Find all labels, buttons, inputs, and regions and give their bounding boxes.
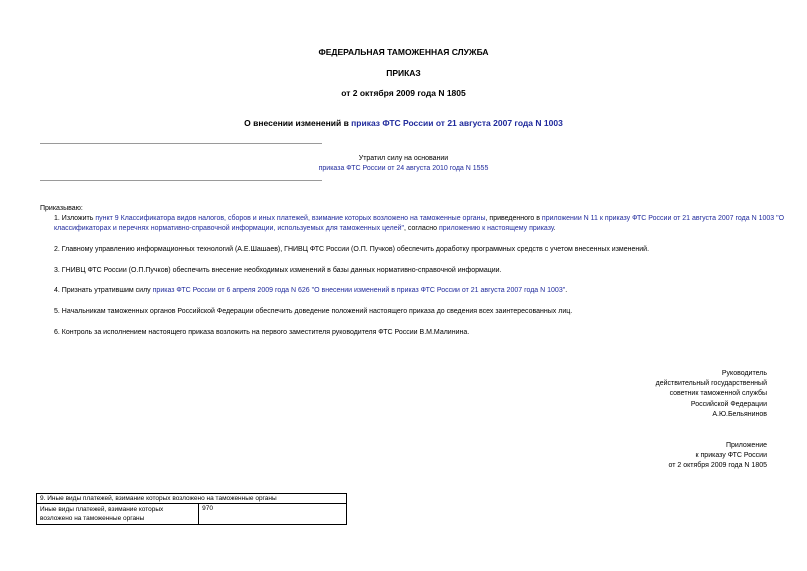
p1-link-classifier[interactable]: пункт 9 Классификатора видов налогов, сборов и иных платежей, взимание которых возложено на таможенные органы xyxy=(95,215,486,222)
status-link[interactable]: приказа ФТС России от 24 августа 2010 года N 1555 xyxy=(318,165,489,172)
p1-link-appendix[interactable]: приложении N 11 к приказу ФТС России от 21 августа 2007 года N 1003 "О классификаторах и перечнях нормативно-справочной информации, используемых для таможенных целей" xyxy=(54,215,785,232)
paragraph-3: 3. ГНИВЦ ФТС России (О.П.Пучков) обеспечить внесение необходимых изменений в базы данных нормативно-справочной информации. xyxy=(54,267,502,274)
title-link[interactable]: приказ ФТС России от 21 августа 2007 года N 1003 xyxy=(351,118,563,128)
appendix-block xyxy=(467,441,767,472)
intro-text: Приказываю: xyxy=(40,205,83,212)
document-date-number: от 2 октября 2009 года N 1805 xyxy=(341,88,466,98)
paragraph-2: 2. Главному управлению информационных технологий (А.Е.Шашаев), ГНИВЦ ФТС России (О.П. Пучков) обеспечить доработку программных средств с учетом внесенных изменений. xyxy=(54,246,650,253)
paragraph-6: 6. Контроль за исполнением настоящего приказа возложить на первого заместителя руководителя ФТС России В.М.Малинина. xyxy=(54,329,470,336)
table-header-cell: 9. Иные виды платежей, взимание которых возложено на таможенные органы xyxy=(37,494,347,504)
p4-text-2: . xyxy=(565,287,568,294)
paragraph-5: 5. Начальникам таможенных органов Российской Федерации обеспечить доведение положений настоящего приказа до сведения всех заинтересованных лиц. xyxy=(54,308,573,315)
table-cell-label: Иные виды платежей, взимание которых возложено на таможенные органы xyxy=(37,504,199,525)
p4-text-1: 4. Признать утратившим силу xyxy=(54,287,153,294)
signature-line: Руководитель xyxy=(721,370,767,377)
document-type: ПРИКАЗ xyxy=(386,68,421,78)
signature-line: Российской Федерации xyxy=(690,400,767,408)
divider-top xyxy=(40,143,322,144)
status-link-wrap xyxy=(0,165,807,172)
p1-text-1: 1. Изложить xyxy=(54,215,96,222)
paragraph-4 xyxy=(40,286,789,296)
p1-text-2: , приведенного в xyxy=(485,215,542,222)
table-header-row xyxy=(37,494,347,504)
p1-text-4: . xyxy=(553,225,556,232)
p1-link-this-order[interactable]: приложению к настоящему приказу xyxy=(439,225,554,232)
appendix-line: от 2 октября 2009 года N 1805 xyxy=(668,462,767,470)
table-row xyxy=(37,504,347,525)
signature-line: действительный государственный xyxy=(655,380,767,388)
status-line: Утратил силу на основании xyxy=(358,155,449,162)
p1-text-3: , согласно xyxy=(404,225,439,232)
signature-line: советник таможенной службы xyxy=(669,390,767,398)
signature-block xyxy=(467,369,767,420)
paragraph-1 xyxy=(40,214,789,234)
appendix-line: Приложение xyxy=(725,442,767,449)
divider-bottom xyxy=(40,180,322,181)
title-prefix: О внесении изменений в xyxy=(244,118,352,128)
table-cell-code: 970 xyxy=(199,504,347,525)
p4-link-order[interactable]: приказ ФТС России от 6 апреля 2009 года N 626 "О внесении изменений в приказ ФТС России от 21 августа 2007 года N 1003" xyxy=(152,287,566,294)
agency-name: ФЕДЕРАЛЬНАЯ ТАМОЖЕННАЯ СЛУЖБА xyxy=(318,47,489,57)
classifier-table xyxy=(36,493,347,525)
appendix-line: к приказу ФТС России xyxy=(695,452,767,460)
document-title xyxy=(0,118,807,128)
signature-line: А.Ю.Бельянинов xyxy=(712,410,767,418)
